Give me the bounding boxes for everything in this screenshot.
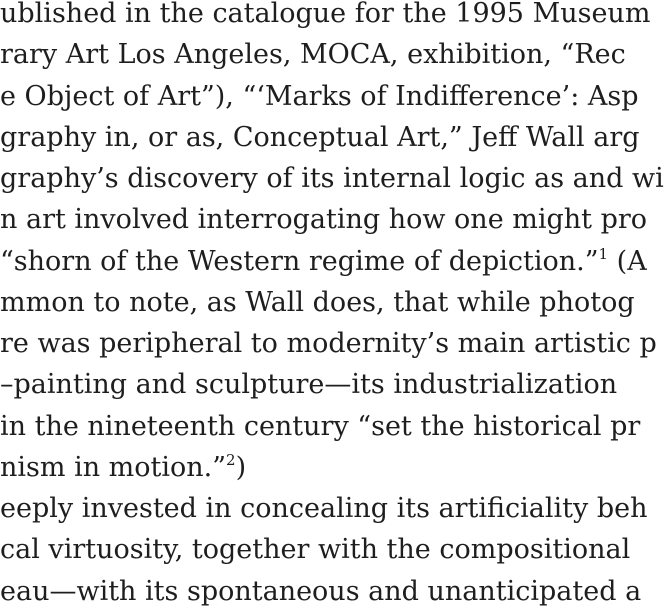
line-text-after: ) [235,451,247,483]
footnote-marker: 1 [598,244,609,263]
line-text: nism in motion.” [0,451,227,483]
text-line [0,447,603,488]
text-line: cal virtuosity, together with the compositional [0,534,631,566]
line-text-after: (A [608,245,647,277]
text-line: e Object of Art”), “‘Marks of Indifference’: Asp [0,80,639,112]
text-line: mmon to note, as Wall does, that while photog [0,286,635,318]
line-text: “shorn of the Western regime of depiction.” [0,245,599,277]
text-line: re was peripheral to modernity’s main artistic p [0,328,657,359]
text-line: –painting and sculpture—its industrialization [0,369,618,401]
text-line: rary Art Los Angeles, MOCA, exhibition, “Rec [0,39,626,71]
text-line: eeply invested in concealing its artificiality beh [0,493,648,524]
text-line: graphy’s discovery of its internal logic as and wi [0,163,664,194]
text-line: graphy in, or as, Conceptual Art,” Jeff Wall arg [0,121,640,153]
footnote-marker: 2 [226,450,236,469]
text-line: ublished in the catalogue for the 1995 Museum [0,0,651,29]
text-line: n art involved interrogating how one might pro [0,204,648,236]
text-line: eau—with its spontaneous and unanticipated a [0,575,642,607]
text-line: in the nineteenth century “set the historical pr [0,410,641,442]
text-line [0,241,647,282]
